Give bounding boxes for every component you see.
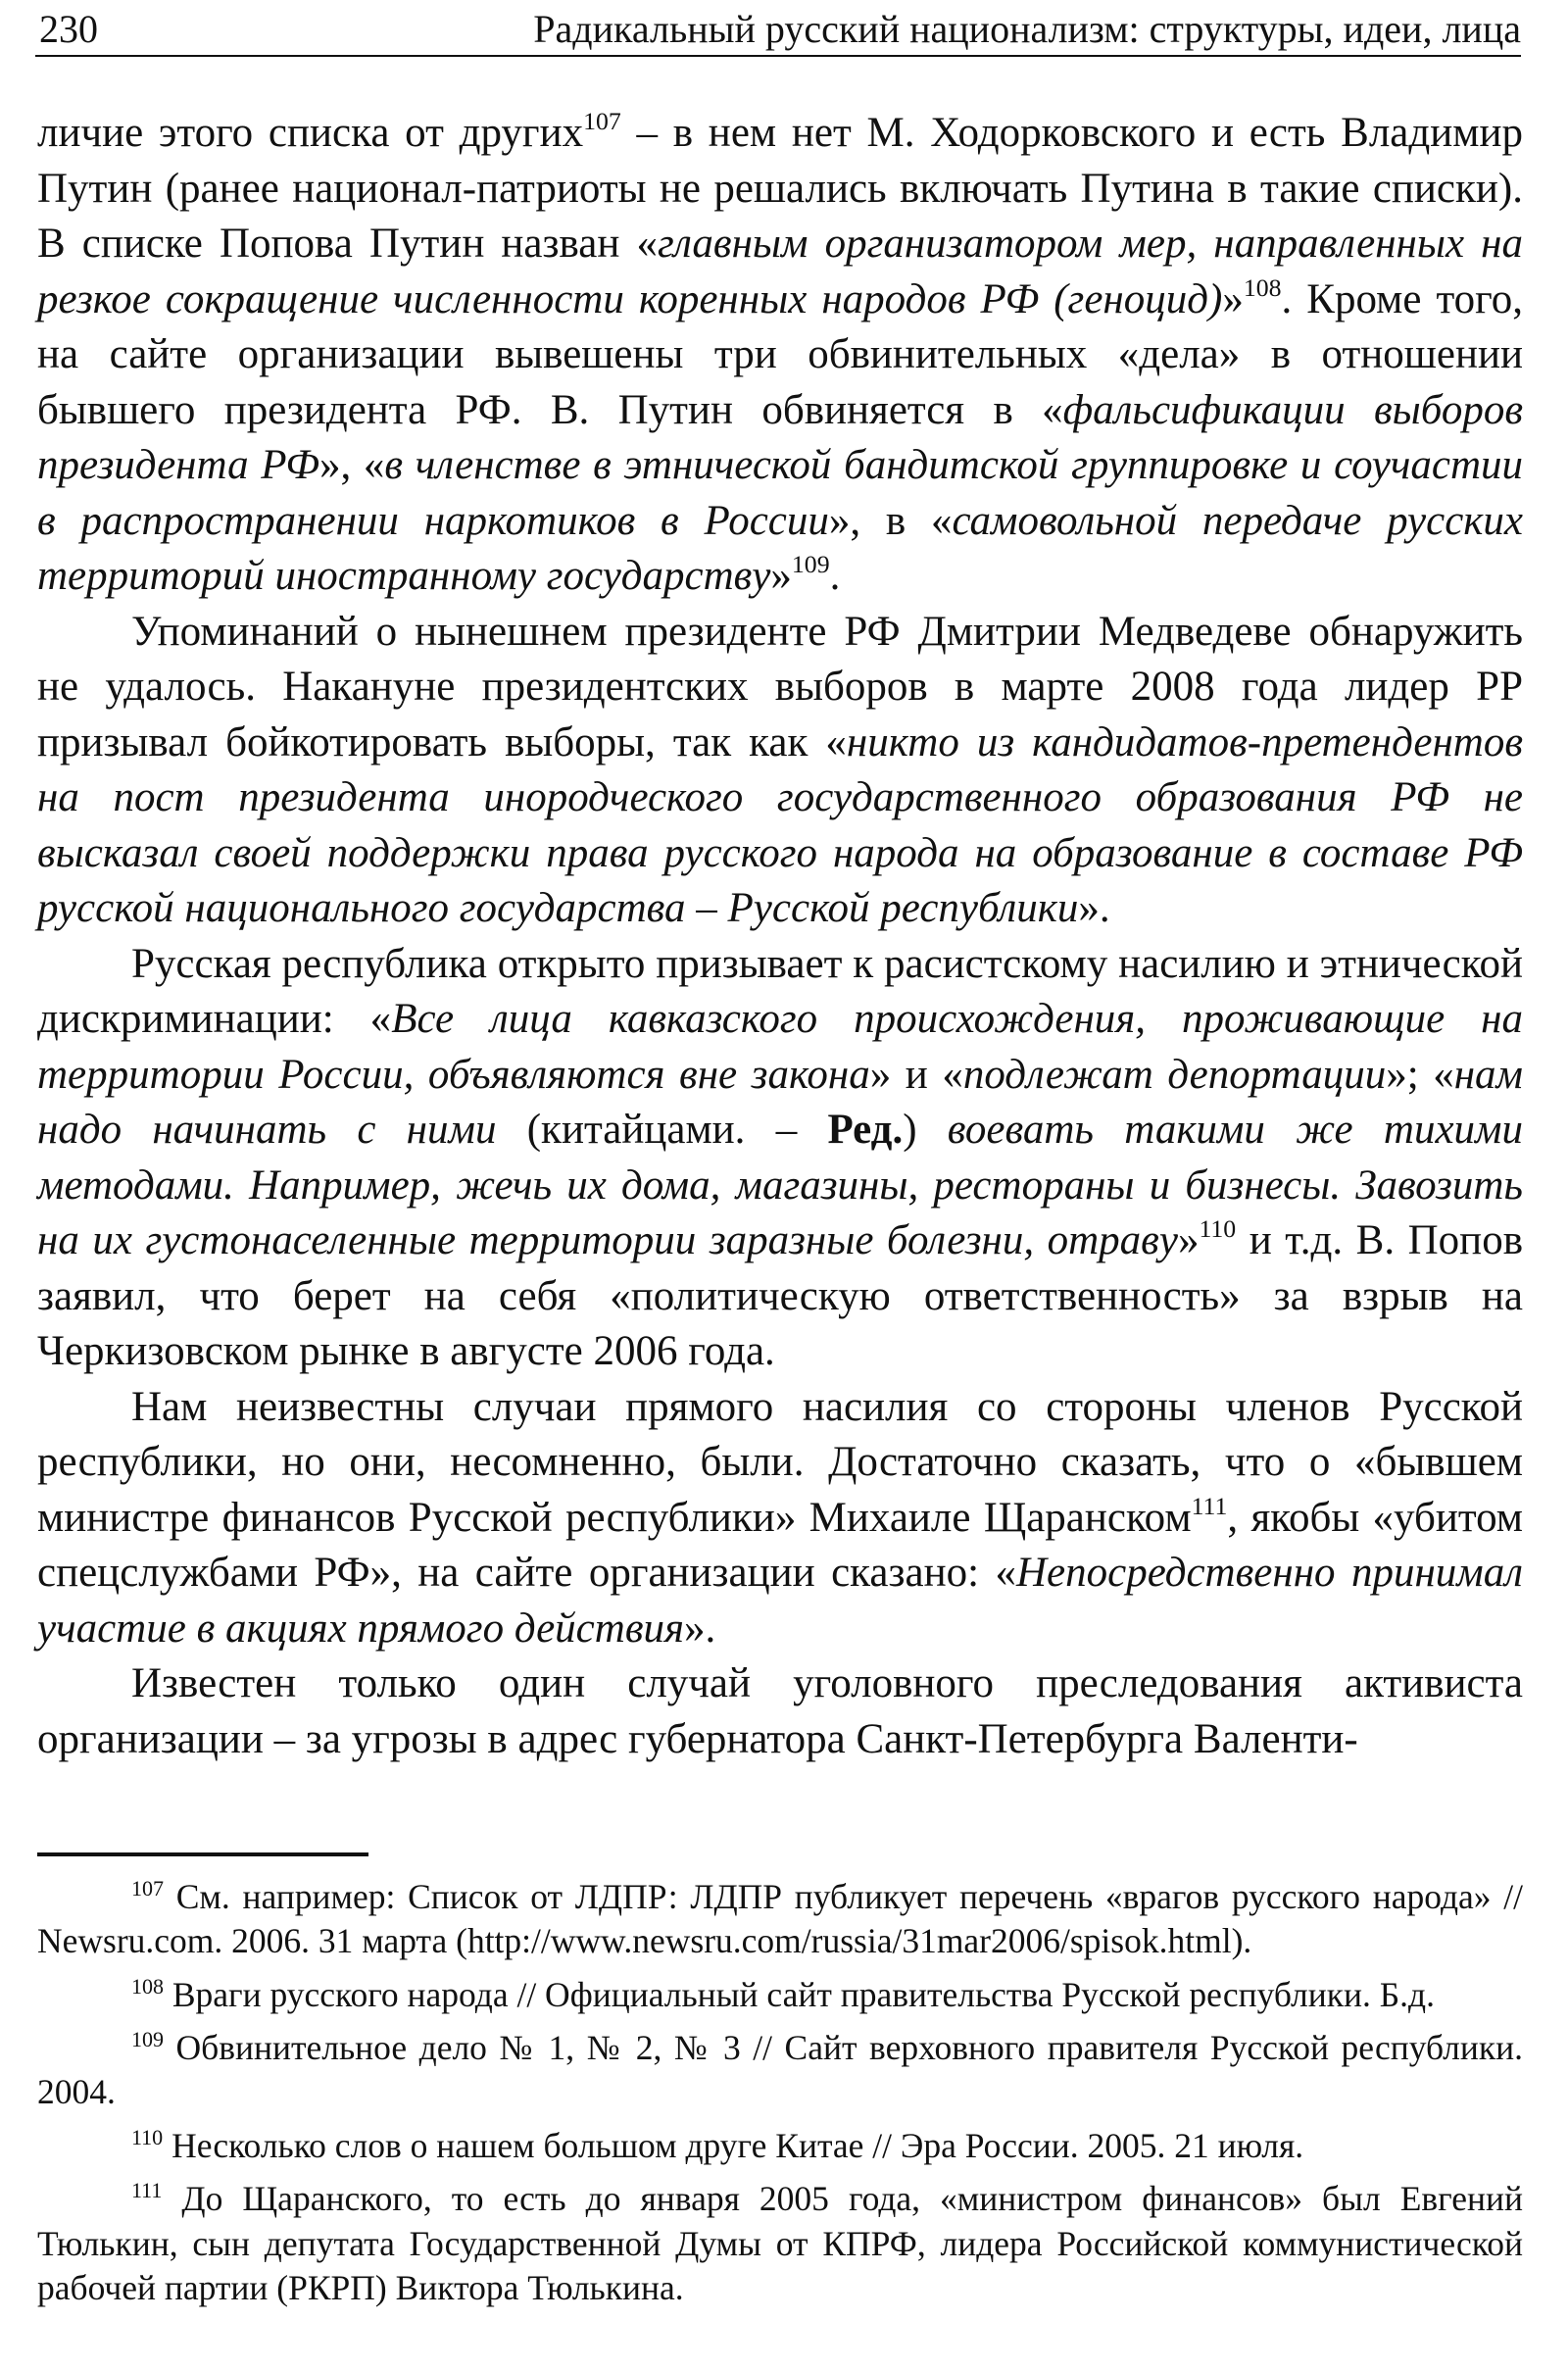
footnote-ref: 110 [1199,1214,1237,1244]
editor-note: Ред. [827,1107,904,1153]
text-run: (китайцами. – [496,1107,828,1153]
quote-italic: нам надо начинать с ними [37,1051,1523,1153]
quote-italic: подлежат депортации [962,1051,1387,1098]
footnote-text: До Щаранского, то есть до января 2005 года, «министром финансов» был Евгений Тюлькин, сын депутата Государственной Думы от КПРФ, лидера Российской коммунистической рабочей партии (РКРП) Виктора Тюлькина. [37,2179,1523,2308]
footnote-number: 108 [131,1973,164,1999]
paragraph [37,106,1523,605]
text-run: » [1177,1217,1200,1263]
footnote-text: См. например: Список от ЛДПР: ЛДПР публикует перечень «врагов русского народа» // Newsru.com. 2006. 31 марта (http://www.newsru.com/russia/31mar2006/spisok.html). [37,1876,1523,1961]
footnote-separator [37,1852,368,1856]
quote-italic: главным организатором мер, направленных на резкое сокращение численности коренных народов РФ (геноцид) [37,221,1524,322]
paragraph [37,1380,1523,1657]
text-run: ». [1078,885,1110,931]
text-run: ) [903,1107,948,1153]
text-run: . Кроме того, на сайте организации вывешены три обвинительных «дела» в отношении бывшего президента РФ. В. Путин обвиняется в « [37,275,1523,433]
footnote-ref: 107 [583,107,621,136]
footnote [37,2017,1523,2115]
text-run: личие этого списка от других [37,110,584,156]
text-run: . [829,553,841,599]
text-run: » [1222,275,1244,322]
paragraph [37,605,1523,937]
footnote [37,2115,1523,2168]
text-run: », в « [828,497,953,544]
footnote-number: 107 [131,1876,164,1901]
footnote-number: 110 [131,2124,164,2149]
running-header [35,4,1521,57]
quote-italic: воевать такими же тихими методами. Например, жечь их дома, магазины, рестораны и бизнесы. Завозить на их густонаселенные территории заразные болезни, отраву [37,1107,1523,1263]
quote-italic: самовольной передаче русских территорий иностранному государству [37,497,1523,599]
footnote-text: Обвинительное дело № 1, № 2, № 3 // Сайт верховного правителя Русской республики. 2004. [37,2027,1523,2112]
text-run: Известен только один случай уголовного преследования активиста организации – за угрозы в адрес губернатора Санкт-Петербурга Валенти- [37,1660,1523,1762]
text-run: Русская республика открыто призывает к расистскому насилию и этнической дискриминации: « [37,940,1523,1042]
text-run: » [770,553,792,599]
running-title: Радикальный русский национализм: структуры, идеи, лица [533,7,1521,51]
text-run: » и « [869,1051,963,1098]
main-text [37,106,1523,1767]
footnote-number: 111 [131,2178,163,2203]
footnote [37,2168,1523,2310]
footnote-number: 109 [131,2027,164,2052]
footnote [37,1964,1523,2017]
quote-italic: Все лица кавказского происхождения, проживающие на территории России, объявляются вне закона [37,996,1523,1098]
page-number: 230 [39,7,98,51]
paragraph [37,1656,1523,1767]
text-run: Упоминаний о нынешнем президенте РФ Дмитрии Медведеве обнаружить не удалось. Накануне президентских выборов в марте 2008 года лидер РР призывал бойкотировать выборы, так как « [37,608,1523,765]
text-run: Нам неизвестны случаи прямого насилия со стороны членов Русской республики, но они, несомненно, были. Достаточно сказать, что о «бывшем министре финансов Русской республики» Михаиле Щаранском [37,1383,1523,1541]
quote-italic: в членстве в этнической бандитской группировке и соучастии в распространении наркотиков в России [37,442,1523,544]
quote-italic: Непосредственно принимал участие в акциях прямого действия [37,1550,1523,1652]
footnote-text: Несколько слов о нашем большом друге Китае // Эра России. 2005. 21 июля. [163,2125,1304,2165]
text-run: и т.д. В. Попов заявил, что берет на себя «политическую ответственность» за взрыв на Черкизовском рынке в августе 2006 года. [37,1217,1523,1374]
footnote-text: Враги русского народа // Официальный сайт правительства Русской республики. Б.д. [164,1974,1435,2014]
footnote-ref: 111 [1191,1491,1228,1520]
paragraph [37,937,1523,1380]
text-run: – в нем нет М. Ходорковского и есть Владимир Путин (ранее национал-патриоты не решались включать Путина в такие списки). В списке Попова Путин назван « [37,110,1523,267]
quote-italic: фальсификации выборов президента РФ [37,386,1524,488]
text-run: , якобы «убитом спецслужбами РФ», на сайте организации сказано: « [37,1494,1523,1596]
text-run: »; « [1386,1051,1454,1098]
footnotes [37,1866,1523,2311]
footnote [37,1866,1523,1964]
footnote-ref: 108 [1243,272,1282,302]
text-run: », « [318,442,385,488]
footnote-ref: 109 [791,550,830,579]
quote-italic: никто из кандидатов-претендентов на пост президента инородческого государственного образования РФ не высказал своей поддержки права русского народа на образование в составе РФ русской национального государства – Русской республики [37,718,1524,931]
text-run: ». [683,1605,716,1652]
